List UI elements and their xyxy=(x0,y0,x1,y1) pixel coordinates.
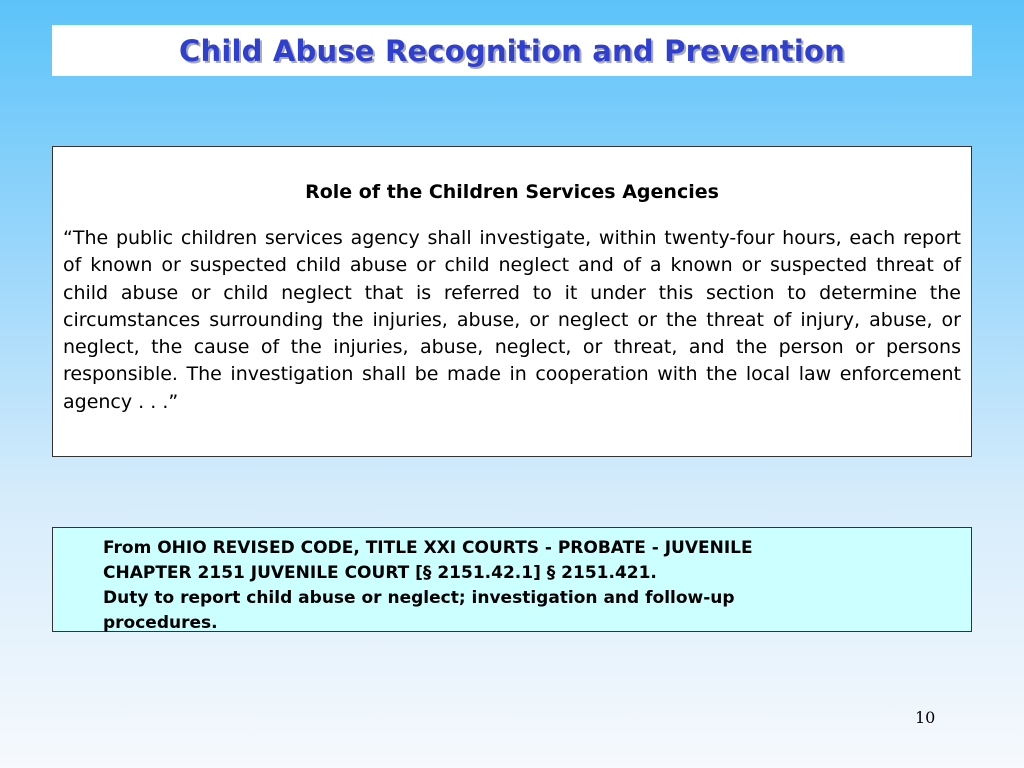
quote-box xyxy=(52,146,972,457)
source-line: From OHIO REVISED CODE, TITLE XXI COURTS - PROBATE - JUVENILE xyxy=(103,538,753,558)
source-line: Duty to report child abuse or neglect; investigation and follow-up xyxy=(103,588,735,608)
source-line: procedures. xyxy=(103,613,218,633)
quote-body: “The public children services agency shall investigate, within twenty-four hours, each report of known or suspected child abuse or child neglect and of a known or suspected threat of child abuse or child neglect that is referred to it under this section to determine the circumstances surrounding the injuries, abuse, or neglect or the threat of injury, abuse, or neglect, the cause of the injuries, abuse, neglect, or threat, and the person or persons responsible. The investigation shall be made in cooperation with the local law enforcement agency . . .” xyxy=(63,227,961,413)
slide-title: Child Abuse Recognition and Prevention xyxy=(179,33,845,68)
title-bar xyxy=(52,25,972,76)
quote-heading: Role of the Children Services Agencies xyxy=(305,181,719,203)
source-line: CHAPTER 2151 JUVENILE COURT [§ 2151.42.1] § 2151.421. xyxy=(103,563,657,583)
page-number: 10 xyxy=(915,708,936,727)
source-citation-box xyxy=(52,527,972,632)
